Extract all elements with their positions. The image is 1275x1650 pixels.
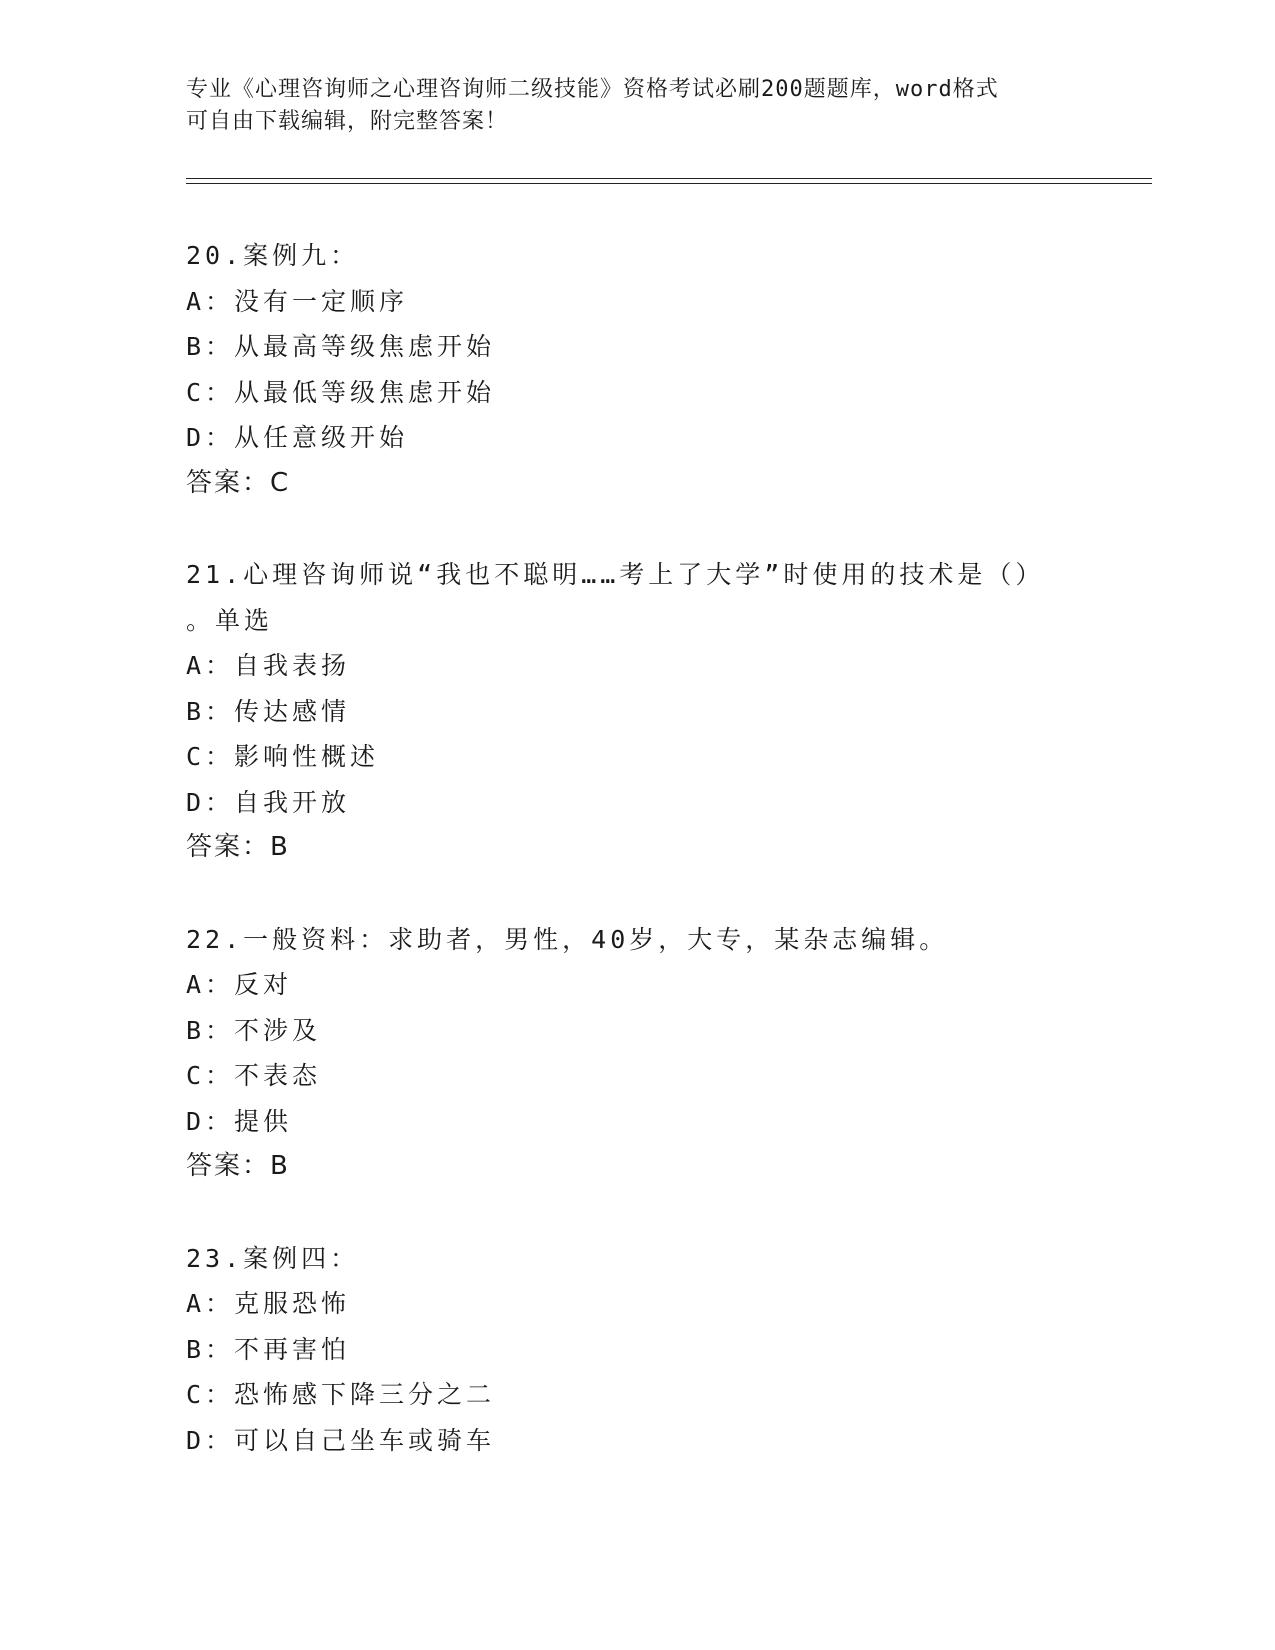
option-c: C：不表态 bbox=[186, 1061, 322, 1090]
option-c: C：影响性概述 bbox=[186, 742, 380, 771]
option-d: D：提供 bbox=[186, 1106, 293, 1136]
option-a: A：反对 bbox=[186, 970, 293, 999]
question-21 bbox=[186, 552, 1086, 871]
question-stem: 21.心理咨询师说“我也不聪明……考上了大学”时使用的技术是（） bbox=[186, 560, 1045, 589]
answer-label: 答案：B bbox=[186, 832, 290, 862]
header-divider-top bbox=[186, 178, 1152, 179]
header-line-2: 可自由下载编辑，附完整答案！ bbox=[186, 109, 509, 134]
question-23 bbox=[186, 1236, 1086, 1464]
question-list bbox=[186, 233, 1086, 1509]
header-line-1: 专业《心理咨询师之心理咨询师二级技能》资格考试必刷200题题库，word格式 bbox=[186, 77, 999, 102]
option-c: C：恐怖感下降三分之二 bbox=[186, 1380, 496, 1409]
question-stem: 23.案例四： bbox=[186, 1243, 360, 1273]
question-20 bbox=[186, 233, 1086, 506]
option-b: B：不涉及 bbox=[186, 1015, 322, 1045]
document-header bbox=[186, 74, 1066, 138]
answer-label: 答案：C bbox=[186, 467, 291, 498]
option-b: B：传达感情 bbox=[186, 696, 351, 726]
option-a: A：自我表扬 bbox=[186, 651, 351, 680]
option-d: D：可以自己坐车或骑车 bbox=[186, 1425, 496, 1455]
question-22 bbox=[186, 917, 1086, 1190]
option-d: D：从任意级开始 bbox=[186, 423, 409, 452]
option-b: B：不再害怕 bbox=[186, 1334, 351, 1364]
option-a: A：克服恐怖 bbox=[186, 1289, 351, 1318]
question-stem-continued: 。单选 bbox=[186, 605, 274, 635]
question-stem: 20.案例九： bbox=[186, 241, 360, 270]
option-d: D：自我开放 bbox=[186, 787, 351, 817]
option-b: B：从最高等级焦虑开始 bbox=[186, 332, 496, 361]
option-c: C：从最低等级焦虑开始 bbox=[186, 377, 496, 407]
header-divider-bottom bbox=[186, 183, 1152, 184]
answer-label: 答案：B bbox=[186, 1151, 290, 1181]
question-stem: 22.一般资料：求助者，男性，40岁，大专，某杂志编辑。 bbox=[186, 924, 949, 954]
option-a: A：没有一定顺序 bbox=[186, 286, 409, 316]
